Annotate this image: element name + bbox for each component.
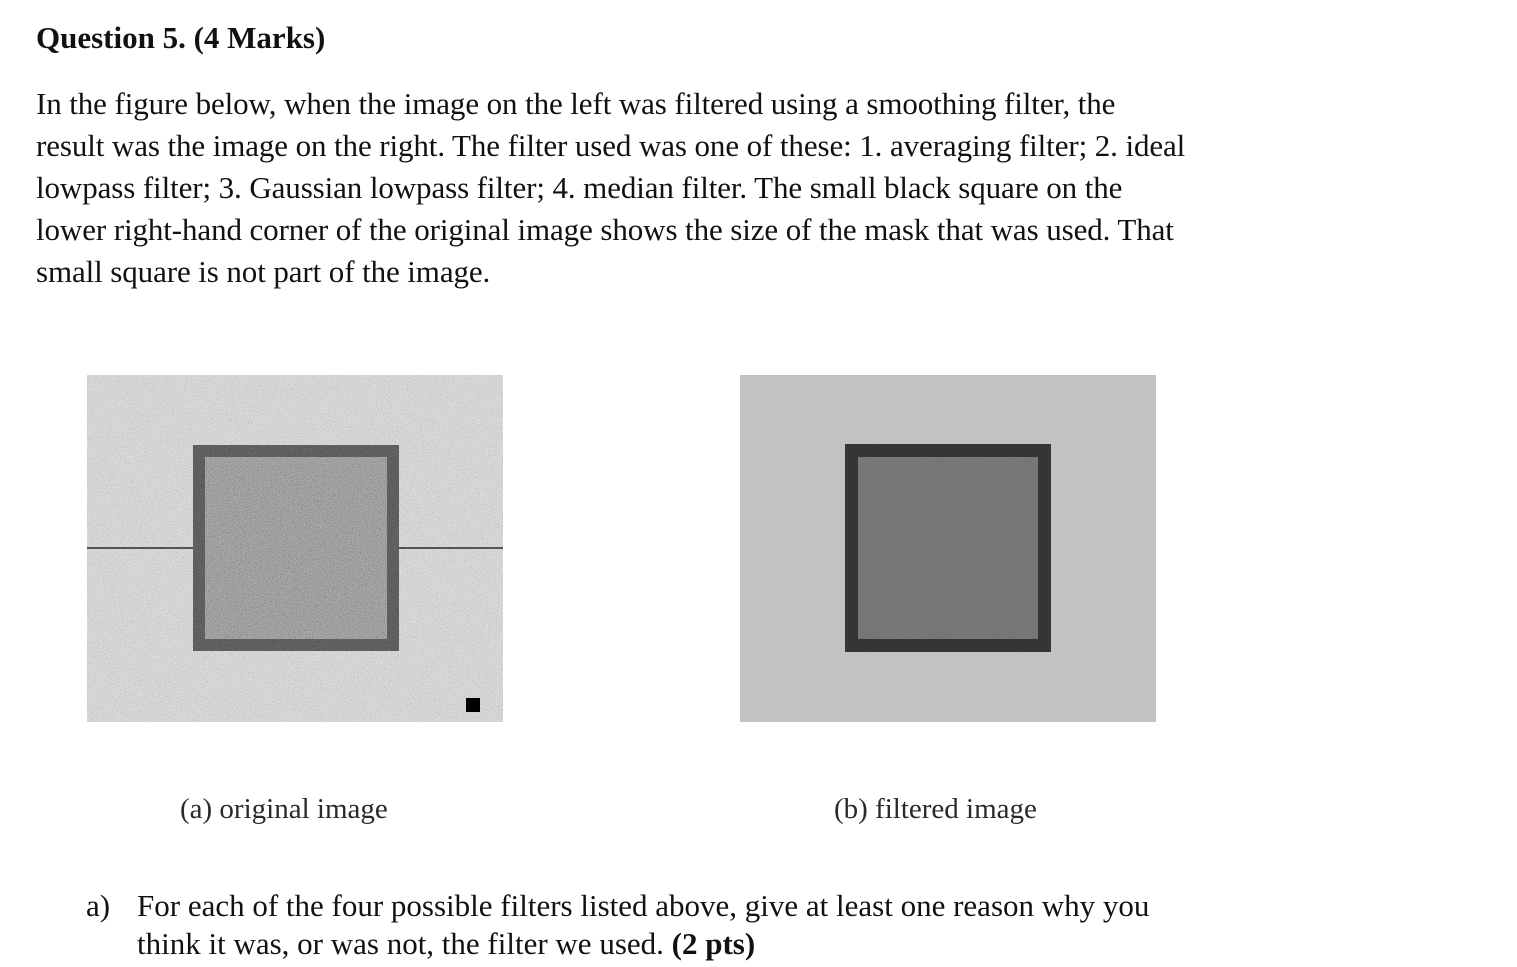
question-text-line-1: In the figure below, when the image on the left was filtered using a smoothing filter, the (36, 86, 1116, 121)
part-a-points: (2 pts) (671, 926, 756, 961)
question-text-line-5: small square is not part of the image. (36, 254, 491, 289)
part-a-text-line-1: For each of the four possible filters listed above, give at least one reason why you (137, 888, 1150, 923)
filtered-image-figure (740, 375, 1156, 722)
original-image-figure (87, 375, 503, 722)
question-title: Question 5. (4 Marks) (36, 20, 326, 55)
part-a-label: a) (86, 888, 111, 923)
part-a-text-line-2 (137, 926, 755, 962)
part-a-text-line-2-body: think it was, or was not, the filter we used. (137, 926, 664, 961)
question-text-line-3: lowpass filter; 3. Gaussian lowpass filter; 4. median filter. The small black square on the (36, 170, 1123, 205)
mask-size-square (466, 698, 480, 712)
question-text-line-2: result was the image on the right. The filter used was one of these: 1. averaging filter; 2. ideal (36, 128, 1186, 163)
question-text-line-4: lower right-hand corner of the original image shows the size of the mask that was used. That (36, 212, 1174, 247)
original-image-caption: (a) original image (180, 793, 388, 825)
filtered-image-caption: (b) filtered image (834, 793, 1037, 825)
